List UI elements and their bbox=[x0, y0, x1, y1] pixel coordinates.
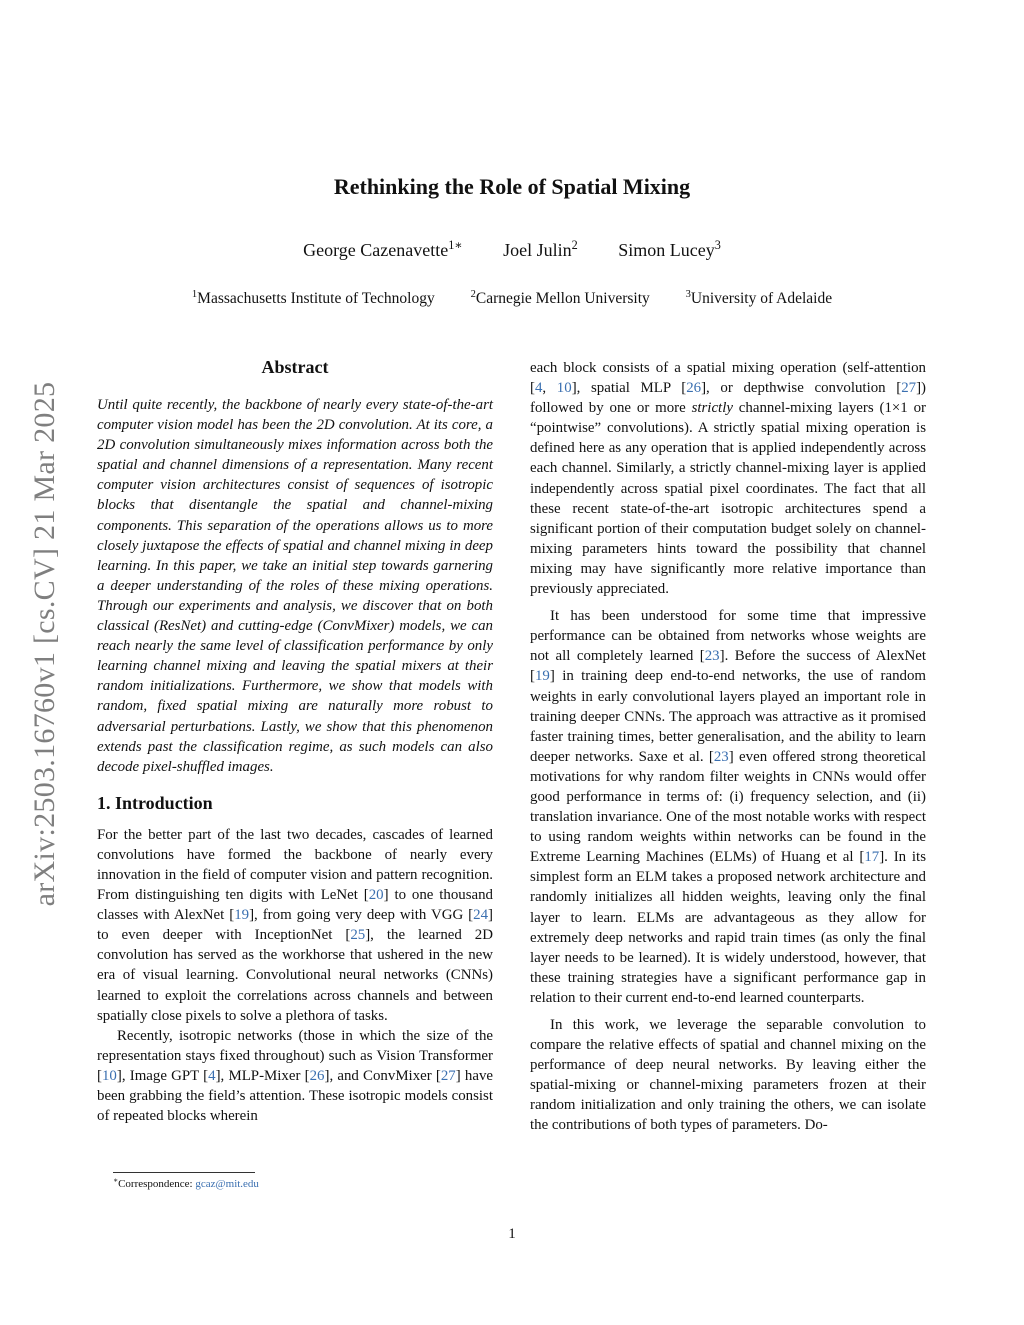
citation-link[interactable]: 10 bbox=[101, 1067, 117, 1084]
citation-link[interactable]: 17 bbox=[864, 849, 880, 866]
intro-paragraph-1 bbox=[97, 825, 493, 1026]
text-run: ] even offered strong theoretical motivations for why random filter weights in CNNs would offer good performance in terms of: (i) frequency selection, and (ii) translation invariance. One of the most notable works with respect to using random weights within networks can be found in the Extreme Learning Machines (ELMs) of Huang et al [ bbox=[530, 748, 926, 866]
email-link[interactable]: gcaz@mit.edu bbox=[195, 1178, 259, 1190]
arxiv-stamp: arXiv:2503.16760v1 [cs.CV] 21 Mar 2025 bbox=[28, 381, 61, 907]
author-name: George Cazenavette bbox=[303, 240, 449, 260]
affiliation-name: Massachusetts Institute of Technology bbox=[197, 290, 435, 307]
text-run: ], the learned 2D convolution has served as the workhorse that ushered in the new era of visual learning. Convolutional neural networks (CNNs) learned to exploit the correlations across channels and between spatially close pixels to solve a plethora of tasks. bbox=[97, 927, 493, 1024]
citation-link[interactable]: 23 bbox=[713, 748, 729, 765]
citation-link[interactable]: 25 bbox=[350, 927, 366, 944]
body-paragraph-3: In this work, we leverage the separable convolution to compare the relative effects of spatial and channel mixing on the performance of deep neural networks. By leaving either the spatial-mixing or channel-mixing parameters frozen at their random initialization and only training the others, we can isolate the contributions of both types of parameters. Do- bbox=[530, 1017, 926, 1134]
left-column bbox=[97, 356, 493, 1126]
text-run: ], MLP-Mixer [ bbox=[215, 1067, 310, 1084]
right-column bbox=[530, 358, 926, 1136]
author-sup: 3 bbox=[714, 238, 721, 252]
text-run: ], Image GPT [ bbox=[116, 1067, 209, 1084]
text-run: ]) followed by one or more bbox=[530, 380, 927, 417]
citation-link[interactable]: 26 bbox=[686, 380, 702, 397]
text-run: ], or depthwise convolution [ bbox=[701, 380, 902, 397]
affiliation-name: University of Adelaide bbox=[690, 290, 833, 307]
affiliation-3 bbox=[686, 290, 832, 307]
footnote-mark: ∗ bbox=[113, 1175, 119, 1185]
abstract-text: Until quite recently, the backbone of nearly every state-of-the-art computer vision model has been the 2D convolution. At its core, a 2D convolution simultaneously mixes information across both the spatial and channel dimensions of a representation. Many recent computer vision architectures consist of sequences of isotropic blocks that disentangle the spatial and channel-mixing components. This separation of the operations allows us to more closely juxtapose the effects of spatial and channel mixing in deep learning. In this paper, we take an initial step towards garnering a deeper understanding of the roles of these mixing operations. Through our experiments and analysis, we discover that on both classical (ResNet) and cutting-edge (ConvMixer) models, we can reach nearly the same level of classification performance by only learning channel mixing and leaving the spatial mixers at their random initializations. Furthermore, we show that models with random, fixed spatial mixing are naturally more robust to adversarial perturbations. Lastly, we show that this phenomenon extends past the classification regime, as such models can also decode pixel-shuffled images. bbox=[97, 397, 493, 775]
citation-link[interactable]: 23 bbox=[704, 648, 720, 665]
citation-link[interactable]: 27 bbox=[901, 380, 917, 397]
text-run: ] in training deep end-to-end networks, the use of random weights in early convolutional layers played an important role in training deeper CNNs. The approach was attractive as it promised faster training times, better generalisation, and the ability to learn deeper networks. Saxe et al. [ bbox=[530, 668, 926, 765]
page-number: 1 bbox=[508, 1226, 516, 1242]
text-run: channel-mixing layers (1×1 or “pointwise” convolutions). A strictly spatial mixing operation is defined here as any operation that is applied independently across each channel. Similarly, a strictly channel-mixing layer is applied independently across spatial pixel coordinates. The fact that all these recent state-of-the-art isotropic architectures spend a significant portion of their computation budget solely on channel-mixing parameters hints toward the possibility that channel mixing may have significantly more relative importance than previously appreciated. bbox=[530, 400, 926, 598]
author-name: Joel Julin bbox=[503, 240, 572, 260]
text-run: For the better part of the last two decades, cascades of learned convolutions have formed the backbone of nearly every innovation in the field of computer vision and pattern recognition. From distinguishing ten digits with LeNet [ bbox=[97, 826, 493, 904]
citation-link[interactable]: 4 bbox=[208, 1067, 216, 1084]
body-paragraph-2 bbox=[530, 606, 926, 1008]
abstract-heading: Abstract bbox=[261, 357, 329, 377]
author-2 bbox=[503, 240, 578, 260]
footnote bbox=[113, 1175, 259, 1190]
text-run: It has been understood for some time that impressive performance can be obtained from networks whose weights are not all completely learned [ bbox=[530, 608, 926, 665]
affiliation-list bbox=[0, 290, 1024, 308]
text-run: each block consists of a spatial mixing operation (self-attention [ bbox=[530, 360, 926, 397]
footnote-rule bbox=[113, 1172, 255, 1173]
affiliation-sup: 3 bbox=[685, 288, 691, 300]
citation-link[interactable]: 20 bbox=[368, 887, 384, 904]
affiliation-2 bbox=[471, 290, 650, 307]
emphasis-text: strictly bbox=[691, 400, 733, 417]
citation-link[interactable]: 27 bbox=[440, 1067, 456, 1084]
affiliation-1 bbox=[192, 290, 435, 307]
text-run: ]. Before the success of AlexNet [ bbox=[530, 648, 927, 685]
citation-link[interactable]: 24 bbox=[473, 907, 489, 924]
author-list bbox=[0, 240, 1024, 261]
text-run: ] have been grabbing the field’s attention. These isotropic models consist of repeated blocks wherein bbox=[97, 1067, 494, 1125]
text-run: ] to one thousand classes with AlexNet [ bbox=[97, 887, 494, 924]
footnote-label: Correspondence: bbox=[118, 1178, 196, 1190]
affiliation-sup: 2 bbox=[470, 288, 476, 300]
body-paragraph-1 bbox=[530, 358, 926, 599]
text-run: ], and ConvMixer [ bbox=[324, 1067, 441, 1084]
citation-link[interactable]: 4 bbox=[534, 380, 543, 397]
text-run: ] to even deeper with InceptionNet [ bbox=[97, 907, 493, 944]
text-run: Recently, isotropic networks (those in which the size of the representation stays fixed throughout) such as Vision Transformer [ bbox=[97, 1027, 493, 1084]
author-sup: 2 bbox=[571, 238, 578, 252]
citation-link[interactable]: 19 bbox=[234, 907, 250, 924]
intro-heading: 1. Introduction bbox=[97, 792, 213, 813]
text-run: , bbox=[542, 380, 557, 397]
citation-link[interactable]: 10 bbox=[556, 380, 572, 397]
affiliation-sup: 1 bbox=[191, 288, 198, 300]
author-name: Simon Lucey bbox=[618, 240, 715, 260]
author-3 bbox=[618, 240, 721, 260]
author-sup: 1∗ bbox=[448, 238, 463, 252]
intro-paragraph-2 bbox=[97, 1026, 493, 1126]
author-1 bbox=[303, 240, 463, 260]
text-run: ], spatial MLP [ bbox=[571, 380, 687, 397]
affiliation-name: Carnegie Mellon University bbox=[475, 290, 650, 307]
citation-link[interactable]: 26 bbox=[309, 1067, 325, 1084]
citation-link[interactable]: 19 bbox=[534, 668, 550, 685]
paper-title: Rethinking the Role of Spatial Mixing bbox=[333, 174, 691, 199]
text-run: ], from going very deep with VGG [ bbox=[249, 907, 474, 924]
text-run: ]. In its simplest form an ELM takes a proposed network architecture and randomly initializes all hidden weights, leaving only the final layer to learn. ELMs are advantageous as they allow for extremely deep networks and rapid train times (as only the final layer needs to be learned). It is widely understood, however, that these training strategies have a significant performance gap in relation to their current end-to-end learned counterparts. bbox=[530, 849, 926, 1006]
